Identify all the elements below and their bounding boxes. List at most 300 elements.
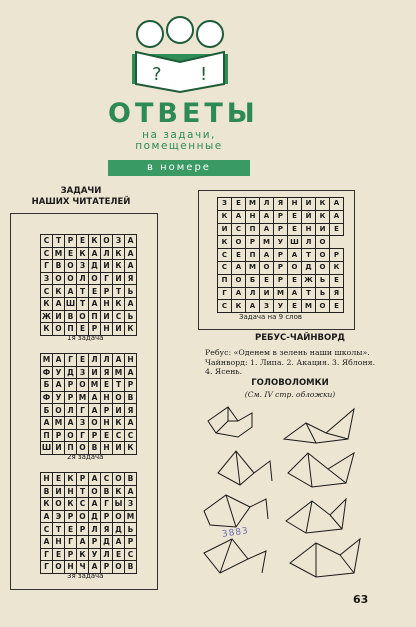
grid-cell: И	[53, 310, 65, 323]
reader-tasks-box	[10, 213, 158, 590]
grid-cell: К	[218, 236, 232, 249]
grid-row	[218, 236, 344, 249]
grid-cell: Т	[53, 235, 65, 248]
grid-cell: Л	[302, 236, 316, 249]
grid-cell: А	[41, 535, 53, 548]
grid-row	[218, 249, 344, 262]
grid-cell: Р	[101, 404, 113, 417]
grid-cell: У	[53, 366, 65, 379]
grid-row	[41, 510, 137, 523]
grid-cell: А	[125, 247, 137, 260]
grid-cell: Ь	[125, 523, 137, 536]
grid-cell: Е	[288, 274, 302, 287]
grid-cell: С	[125, 429, 137, 442]
grid-cell: Л	[89, 354, 101, 367]
grid-cell: И	[113, 404, 125, 417]
grid-cell: И	[218, 223, 232, 236]
grid-cell: Я	[101, 523, 113, 536]
grid-cell: Я	[125, 404, 137, 417]
grid-cell: О	[288, 261, 302, 274]
grid-cell: Т	[113, 285, 125, 298]
grid-cell: А	[65, 285, 77, 298]
grid-cell: А	[89, 498, 101, 511]
grid-cell: П	[218, 274, 232, 287]
grid-cell: С	[125, 548, 137, 561]
grid-cell: Ф	[41, 366, 53, 379]
grid-row	[218, 300, 344, 313]
grid-cell: Е	[113, 548, 125, 561]
grid-cell: М	[77, 391, 89, 404]
grid-cell: М	[302, 300, 316, 313]
grid-cell: А	[260, 223, 274, 236]
grid-cell: Г	[65, 354, 77, 367]
grid-cell: О	[316, 236, 330, 249]
grid-cell: П	[246, 223, 260, 236]
grid-cell: Р	[77, 473, 89, 486]
grid-cell: Л	[77, 272, 89, 285]
grid-cell: Е	[288, 223, 302, 236]
grid-cell: Р	[101, 285, 113, 298]
grid-cell: О	[101, 235, 113, 248]
grid-cell: Е	[232, 198, 246, 211]
grid-cell: М	[41, 354, 53, 367]
grid-cell: С	[113, 310, 125, 323]
grid-cell: Н	[65, 561, 77, 574]
grid-cell: И	[113, 323, 125, 336]
grid-cell: И	[101, 260, 113, 273]
rebus-line: Ребус: «Оденем в зелень наши школы».	[205, 348, 370, 357]
grid-cell: Л	[101, 548, 113, 561]
svg-text:?: ?	[152, 64, 162, 85]
grid-cell: К	[41, 297, 53, 310]
grid-cell: Н	[302, 223, 316, 236]
reader-tasks-heading	[26, 186, 136, 208]
grid-cell: М	[89, 379, 101, 392]
grid-cell: Е	[77, 354, 89, 367]
grid-cell: В	[89, 442, 101, 455]
grid-cell: Ь	[316, 287, 330, 300]
grid-cell: В	[125, 391, 137, 404]
grid-cell: П	[89, 310, 101, 323]
grid-cell: О	[113, 473, 125, 486]
grid-cell: Я	[330, 287, 344, 300]
grid-cell: У	[89, 548, 101, 561]
grid-row	[218, 287, 344, 300]
grid-cell: О	[65, 260, 77, 273]
grid-cell: О	[53, 498, 65, 511]
grid-cell: Е	[53, 548, 65, 561]
grid-cell: А	[125, 416, 137, 429]
grid-cell: А	[246, 300, 260, 313]
grid-cell: П	[246, 249, 260, 262]
grid-row	[41, 297, 137, 310]
grid-cell: Б	[41, 379, 53, 392]
grid-cell: К	[53, 285, 65, 298]
grid-cell: Т	[77, 297, 89, 310]
grid-row	[41, 548, 137, 561]
grid-cell: Р	[246, 236, 260, 249]
grid-cell: А	[113, 535, 125, 548]
grid-row	[218, 274, 344, 287]
grid-cell: Ч	[77, 561, 89, 574]
grid-cell: И	[302, 198, 316, 211]
grid-cell: А	[125, 485, 137, 498]
grid-cell: Ш	[288, 236, 302, 249]
grid-cell: Э	[53, 510, 65, 523]
grid-cell: З	[218, 198, 232, 211]
grid-cell: Е	[89, 285, 101, 298]
grid-cell: Я	[125, 272, 137, 285]
grid-cell: П	[41, 429, 53, 442]
grid-row	[41, 354, 137, 367]
grid-cell: К	[41, 323, 53, 336]
grid-cell: О	[113, 561, 125, 574]
puzzles-note: (См. IV стр. обложки)	[244, 390, 336, 399]
grid-cell: В	[65, 310, 77, 323]
page-number: 63	[353, 593, 369, 606]
grid-cell: К	[77, 548, 89, 561]
rebus-text	[205, 348, 380, 377]
grid-cell: С	[218, 300, 232, 313]
grid-cell: Р	[65, 235, 77, 248]
grid-cell: К	[113, 297, 125, 310]
grid-cell: Р	[274, 274, 288, 287]
grid-cell: О	[53, 323, 65, 336]
rebus-line: Чайнворд: 1. Липа. 2. Акация. 3. Яблоня. 4. Ясень.	[205, 357, 376, 376]
grid-cell: Л	[246, 287, 260, 300]
grid-cell: Й	[302, 210, 316, 223]
grid-cell: А	[125, 235, 137, 248]
grid-row	[41, 429, 137, 442]
answers-subtitle	[108, 130, 250, 152]
grid-cell: С	[232, 223, 246, 236]
grid-cell: А	[89, 297, 101, 310]
grid-row	[41, 285, 137, 298]
grid-cell: О	[53, 561, 65, 574]
grid-cell: С	[77, 498, 89, 511]
grid-row	[41, 247, 137, 260]
grid-cell: Б	[246, 274, 260, 287]
grid-cell: В	[53, 260, 65, 273]
grid-cell: З	[260, 300, 274, 313]
grid-cell: Д	[89, 510, 101, 523]
grid-cell: К	[218, 210, 232, 223]
grid-cell: Е	[232, 249, 246, 262]
grid-cell: К	[125, 323, 137, 336]
grid-cell: О	[89, 272, 101, 285]
grid-cell: З	[77, 260, 89, 273]
grid-cell: Т	[53, 523, 65, 536]
grid-row	[218, 210, 344, 223]
grid-cell: А	[330, 198, 344, 211]
svg-text:!: !	[200, 64, 208, 85]
grid-cell: Р	[274, 249, 288, 262]
grid-cell: М	[246, 198, 260, 211]
grid-cell: Ш	[41, 443, 52, 453]
grid-cell: Р	[101, 510, 113, 523]
grid-cell: Г	[101, 272, 113, 285]
grid-cell: Н	[101, 416, 113, 429]
grid-cell: Т	[113, 379, 125, 392]
grid-cell: Ж	[302, 274, 316, 287]
grid-cell: Н	[288, 198, 302, 211]
grid-row	[41, 535, 137, 548]
grid-cell: М	[274, 287, 288, 300]
grid-row	[41, 235, 137, 248]
grid-cell: К	[113, 260, 125, 273]
grid-cell: Ь	[125, 310, 137, 323]
grid-cell: Д	[89, 260, 101, 273]
grid-cell: Р	[65, 379, 77, 392]
subtitle-line: помещенные	[135, 140, 223, 152]
grid-cell: Г	[77, 429, 89, 442]
grid-cell: С	[113, 429, 125, 442]
grid-cell: О	[316, 300, 330, 313]
grid-cell: А	[260, 210, 274, 223]
grid-cell: О	[53, 272, 65, 285]
grid-cell: О	[260, 261, 274, 274]
grid-cell: Ь	[316, 274, 330, 287]
grid-cell: К	[77, 247, 89, 260]
grid-cell: Е	[65, 523, 77, 536]
grid-cell: В	[125, 473, 137, 486]
nine-words-caption: Задача на 9 слов	[239, 313, 303, 321]
grid-cell: О	[232, 274, 246, 287]
grid-cell: З	[77, 366, 89, 379]
grid-row	[41, 416, 137, 429]
grid-cell: А	[232, 210, 246, 223]
grid-cell: С	[41, 523, 53, 536]
grid-cell: А	[288, 249, 302, 262]
grid-cell: Н	[101, 391, 113, 404]
grid-cell: А	[89, 404, 101, 417]
grid-cell: Г	[77, 404, 89, 417]
grid-cell: О	[77, 310, 89, 323]
task1-caption: 1я задача	[67, 334, 104, 342]
grid-cell: Р	[330, 249, 344, 262]
grid-cell: Р	[65, 391, 77, 404]
grid-row	[41, 391, 137, 404]
grid-row	[218, 223, 344, 236]
grid-cell: В	[125, 561, 137, 574]
grid-cell: А	[89, 473, 101, 486]
grid-cell: Т	[77, 285, 89, 298]
grid-cell: А	[125, 260, 137, 273]
grid-cell: С	[218, 261, 232, 274]
grid-cell: Р	[53, 429, 65, 442]
grid-cell: Ф	[41, 391, 53, 404]
grid-cell: А	[41, 510, 53, 523]
grid-cell: П	[65, 323, 77, 336]
library-stamp: 3883	[221, 526, 250, 540]
grid-cell: З	[125, 498, 137, 511]
grid-cell: Р	[274, 223, 288, 236]
grid-cell: Р	[89, 535, 101, 548]
task2-caption: 2я задача	[67, 453, 104, 461]
task3-grid	[40, 472, 137, 574]
task2-grid	[40, 353, 137, 455]
grid-cell: Е	[77, 235, 89, 248]
grid-cell: Л	[260, 198, 274, 211]
grid-cell: И	[113, 442, 125, 455]
grid-cell: Б	[41, 404, 53, 417]
grid-cell: Н	[101, 442, 113, 455]
grid-cell: О	[316, 261, 330, 274]
grid-row	[41, 260, 137, 273]
tangram-figures-illustration	[196, 403, 371, 583]
grid-cell: О	[89, 416, 101, 429]
grid-cell: Д	[113, 523, 125, 536]
grid-cell: Е	[330, 300, 344, 313]
subtitle-bar-text: в номере	[147, 162, 211, 173]
grid-cell: Ж	[41, 311, 52, 321]
grid-cell: В	[101, 485, 113, 498]
grid-cell: Н	[101, 323, 113, 336]
grid-cell: Т	[77, 485, 89, 498]
grid-cell: Н	[41, 473, 53, 486]
grid-cell: Е	[65, 247, 77, 260]
grid-cell: А	[77, 535, 89, 548]
grid-cell: И	[113, 272, 125, 285]
subtitle-line: на задачи,	[142, 129, 216, 141]
grid-cell: О	[89, 485, 101, 498]
grid-cell: Т	[302, 249, 316, 262]
grid-cell: Е	[101, 379, 113, 392]
grid-cell: З	[77, 416, 89, 429]
grid-cell: О	[232, 236, 246, 249]
grid-cell: О	[53, 404, 65, 417]
answers-header	[108, 14, 259, 173]
grid-row	[41, 379, 137, 392]
grid-cell: К	[232, 300, 246, 313]
grid-cell: Р	[65, 548, 77, 561]
answers-title: ОТВЕТЫ	[108, 98, 259, 129]
grid-cell: Н	[101, 297, 113, 310]
grid-cell: К	[113, 247, 125, 260]
grid-row	[218, 198, 344, 211]
grid-cell: Е	[260, 274, 274, 287]
grid-row	[41, 272, 137, 285]
grid-cell: О	[65, 272, 77, 285]
grid-cell: П	[65, 442, 77, 455]
grid-cell: У	[274, 236, 288, 249]
grid-cell: К	[316, 210, 330, 223]
grid-cell: А	[232, 261, 246, 274]
heading-line: НАШИХ ЧИТАТЕЛЕЙ	[31, 197, 131, 207]
grid-cell: К	[125, 442, 137, 455]
grid-cell: Н	[125, 354, 137, 367]
grid-row	[41, 485, 137, 498]
grid-cell: К	[316, 198, 330, 211]
grid-cell: Ш	[65, 299, 76, 309]
grid-cell: У	[53, 391, 65, 404]
grid-cell: Д	[302, 261, 316, 274]
grid-cell: Н	[65, 485, 77, 498]
grid-cell: К	[89, 235, 101, 248]
subtitle-bar	[108, 160, 250, 176]
grid-cell: Е	[288, 300, 302, 313]
grid-cell: Д	[101, 535, 113, 548]
grid-cell: К	[113, 485, 125, 498]
grid-cell: Е	[330, 223, 344, 236]
grid-cell: В	[41, 485, 53, 498]
grid-cell: И	[53, 485, 65, 498]
heading-line: ЗАДАЧИ	[60, 186, 102, 196]
grid-cell: А	[65, 416, 77, 429]
grid-cell: Р	[125, 535, 137, 548]
grid-cell: Д	[65, 366, 77, 379]
grid-cell: Р	[89, 429, 101, 442]
task1-grid	[40, 234, 137, 336]
grid-cell: А	[288, 287, 302, 300]
grid-cell: Л	[101, 354, 113, 367]
grid-cell: А	[53, 297, 65, 310]
grid-cell: Н	[246, 210, 260, 223]
grid-cell: Р	[89, 323, 101, 336]
grid-cell: Г	[41, 548, 53, 561]
grid-cell: Ы	[113, 498, 125, 511]
grid-row	[41, 473, 137, 486]
grid-row	[218, 261, 344, 274]
grid-cell: А	[113, 354, 125, 367]
grid-cell: Р	[65, 510, 77, 523]
grid-cell: Р	[274, 261, 288, 274]
grid-cell: К	[113, 416, 125, 429]
grid-cell: И	[101, 310, 113, 323]
grid-cell: И	[89, 366, 101, 379]
grid-cell: С	[41, 235, 53, 248]
grid-cell: А	[89, 247, 101, 260]
grid-cell: А	[89, 391, 101, 404]
grid-cell: Г	[65, 535, 77, 548]
grid-cell: Р	[101, 561, 113, 574]
grid-row	[41, 498, 137, 511]
grid-cell: М	[125, 510, 137, 523]
grid-row	[41, 310, 137, 323]
grid-cell: И	[316, 223, 330, 236]
grid-row	[41, 404, 137, 417]
grid-row	[41, 366, 137, 379]
rebus-heading: РЕБУС-ЧАЙНВОРД	[254, 333, 345, 343]
grid-cell: Р	[125, 379, 137, 392]
grid-cell: О	[113, 391, 125, 404]
grid-cell: А	[89, 561, 101, 574]
grid-cell: Ь	[125, 285, 137, 298]
nine-words-box	[198, 190, 355, 330]
grid-cell: А	[260, 249, 274, 262]
grid-cell: Г	[218, 287, 232, 300]
grid-cell: О	[113, 510, 125, 523]
grid-cell: К	[330, 261, 344, 274]
grid-cell: Я	[101, 366, 113, 379]
grid-cell: Л	[101, 247, 113, 260]
grid-cell: О	[316, 249, 330, 262]
grid-cell: О	[77, 379, 89, 392]
grid-cell: Р	[77, 523, 89, 536]
grid-cell: З	[41, 272, 53, 285]
grid-cell: О	[77, 442, 89, 455]
grid-cell: Е	[330, 274, 344, 287]
grid-cell: С	[218, 249, 232, 262]
grid-cell: А	[125, 297, 137, 310]
grid-cell: М	[246, 261, 260, 274]
grid-cell: А	[232, 287, 246, 300]
grid-cell: Е	[101, 429, 113, 442]
grid-cell: Л	[65, 404, 77, 417]
grid-cell: Е	[288, 210, 302, 223]
grid-cell: М	[53, 247, 65, 260]
puzzles-heading: ГОЛОВОЛОМКИ	[251, 378, 329, 388]
